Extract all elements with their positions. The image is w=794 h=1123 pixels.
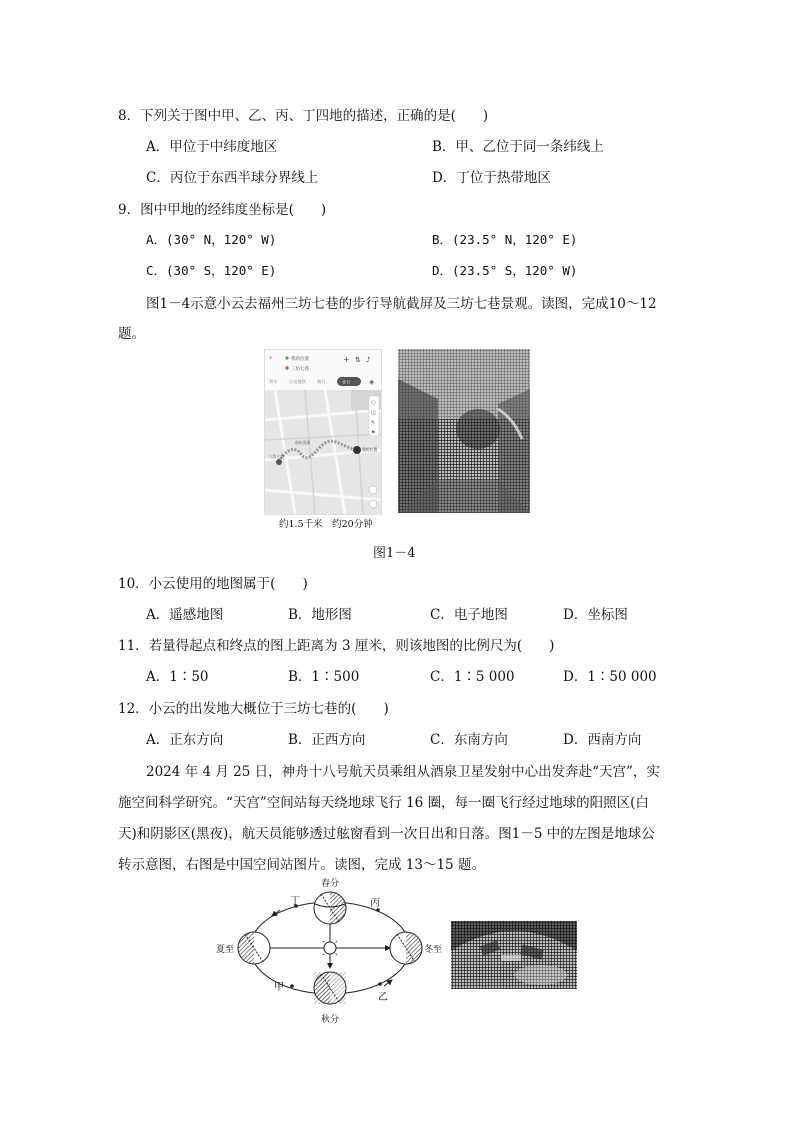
earth-revolution-diagram — [208, 872, 444, 1024]
tab-bike: 骑行 — [317, 379, 326, 384]
refresh-icon — [369, 486, 377, 494]
sun-icon — [324, 942, 336, 954]
q10-stem: 10．小云使用的地图属于( ) — [118, 576, 308, 592]
intro2-line2: 施空间科学研究。“天宫”空间站每天绕地球飞行 16 圈，每一圈飞行经过地球的阳照区(白 — [118, 795, 649, 811]
q8-option-a: A．甲位于中纬度地区 — [146, 139, 278, 155]
q12-option-a: A．正东方向 — [146, 732, 224, 748]
label-bing: 丙 — [370, 898, 380, 909]
q9-option-d: D．(23.5° S，120° W) — [432, 263, 578, 278]
q12-stem: 12．小云的出发地大概位于三坊七巷的( ) — [118, 701, 389, 717]
q9-stem: 9．图中甲地的经纬度坐标是( ) — [118, 202, 327, 218]
q12-option-c: C．东南方向 — [430, 732, 508, 748]
nav-map-graphic — [265, 350, 381, 514]
label-ding: 丁 — [290, 896, 300, 907]
earth-qiufen — [314, 972, 346, 1004]
intro1-line2: 题。 — [118, 326, 145, 342]
space-station-graphic — [451, 921, 577, 989]
swap-icon: ⇅ — [355, 356, 361, 364]
label-jia: 甲 — [274, 982, 284, 993]
label-start: 三坊七巷 — [269, 454, 285, 459]
intro1-line1: 图1－4示意小云去福州三坊七巷的步行导航截屏及三坊七巷景观。读图，完成10～12 — [146, 296, 657, 312]
nav-dest-text: 三坊七巷 — [291, 367, 309, 372]
origin-dot-icon — [285, 356, 288, 359]
tab-drive: 驾车 — [269, 379, 278, 384]
q11-stem: 11．若量得起点和终点的图上距离为 3 厘米，则该地图的比例尺为( ) — [118, 638, 555, 654]
intro2-line4: 转示意图，右图是中国空间站图片。读图，完成 13～15 题。 — [118, 857, 485, 873]
q11-option-b: B．1∶500 — [288, 669, 360, 685]
sanfang-qixiang-photo — [398, 349, 530, 513]
earth-xiazhi — [238, 932, 270, 964]
q9-option-b: B．(23.5° N，120° E) — [432, 232, 578, 247]
q8-option-c: C．丙位于东西半球分界线上 — [146, 170, 319, 186]
q11-option-a: A．1∶50 — [146, 669, 209, 685]
earth-chunfen — [314, 892, 346, 924]
q9-option-a: A．(30° N，120° W) — [146, 232, 277, 247]
alley-scene-graphic — [398, 349, 530, 513]
q10-option-c: C．电子地图 — [430, 607, 508, 623]
label-chunfen: 春分 — [321, 879, 340, 889]
label-xiazhi: 夏至 — [216, 945, 235, 955]
add-waypoint-icon: + — [343, 355, 350, 364]
earth-dongzhi — [390, 932, 422, 964]
map-tool-icon-1: ▢ — [371, 400, 376, 406]
intro2-line1: 2024 年 4 月 25 日，神舟十八号航天员乘组从酒泉卫星发射中心出发奔赴“天宫”，实 — [146, 764, 660, 780]
start-marker-icon — [276, 459, 282, 465]
q12-option-b: B．正西方向 — [288, 732, 366, 748]
q8-stem: 8．下列关于图中甲、乙、丙、丁四地的描述，正确的是( ) — [118, 108, 489, 124]
figure-1-4-caption: 图1－4 — [373, 546, 416, 561]
q8-option-b: B．甲、乙位于同一条纬线上 — [432, 139, 604, 155]
q11-option-d: D．1∶50 000 — [563, 669, 657, 685]
label-qiufen: 秋分 — [321, 1015, 340, 1024]
locate-icon — [369, 500, 377, 508]
q9-option-c: C．(30° S，120° E) — [146, 263, 277, 278]
q10-option-d: D．坐标图 — [563, 607, 628, 623]
nav-origin-text: 我的位置 — [291, 357, 309, 362]
intro2-line3: 天)和阴影区(黑夜)，航天员能够透过舷窗看到一次日出和日落。图1－5 中的左图是地球公 — [118, 826, 655, 842]
q12-option-d: D．西南方向 — [563, 732, 642, 748]
layers-icon: ◈ — [369, 378, 375, 386]
map-tool-icon-2: ◫ — [371, 410, 376, 416]
q11-option-c: C．1∶5 000 — [430, 669, 515, 685]
back-icon: ‹ — [269, 353, 273, 362]
tab-walk: 步行 — [342, 379, 351, 385]
q10-option-a: A．遥感地图 — [146, 607, 224, 623]
end-marker-icon — [353, 446, 361, 454]
label-end: 我的位置 — [362, 447, 378, 452]
label-dongzhi: 冬至 — [424, 945, 443, 955]
q8-option-d: D．丁位于热带地区 — [432, 170, 551, 186]
navigation-screenshot — [264, 349, 382, 515]
map-tool-icon-4: ⚑ — [371, 430, 376, 436]
label-yi: 乙 — [378, 992, 388, 1003]
tab-transit: 公交地铁 — [289, 379, 306, 384]
space-station-photo — [451, 921, 577, 989]
map-tool-icon-3: ✎ — [371, 420, 376, 426]
voice-icon: ♪ — [366, 356, 371, 364]
q10-option-b: B．地形图 — [288, 607, 352, 623]
dest-dot-icon — [285, 366, 288, 369]
label-landmark: 福州西湖 — [295, 440, 311, 445]
nav-distance-text: 约1.5千米 约20分钟 — [279, 519, 373, 530]
